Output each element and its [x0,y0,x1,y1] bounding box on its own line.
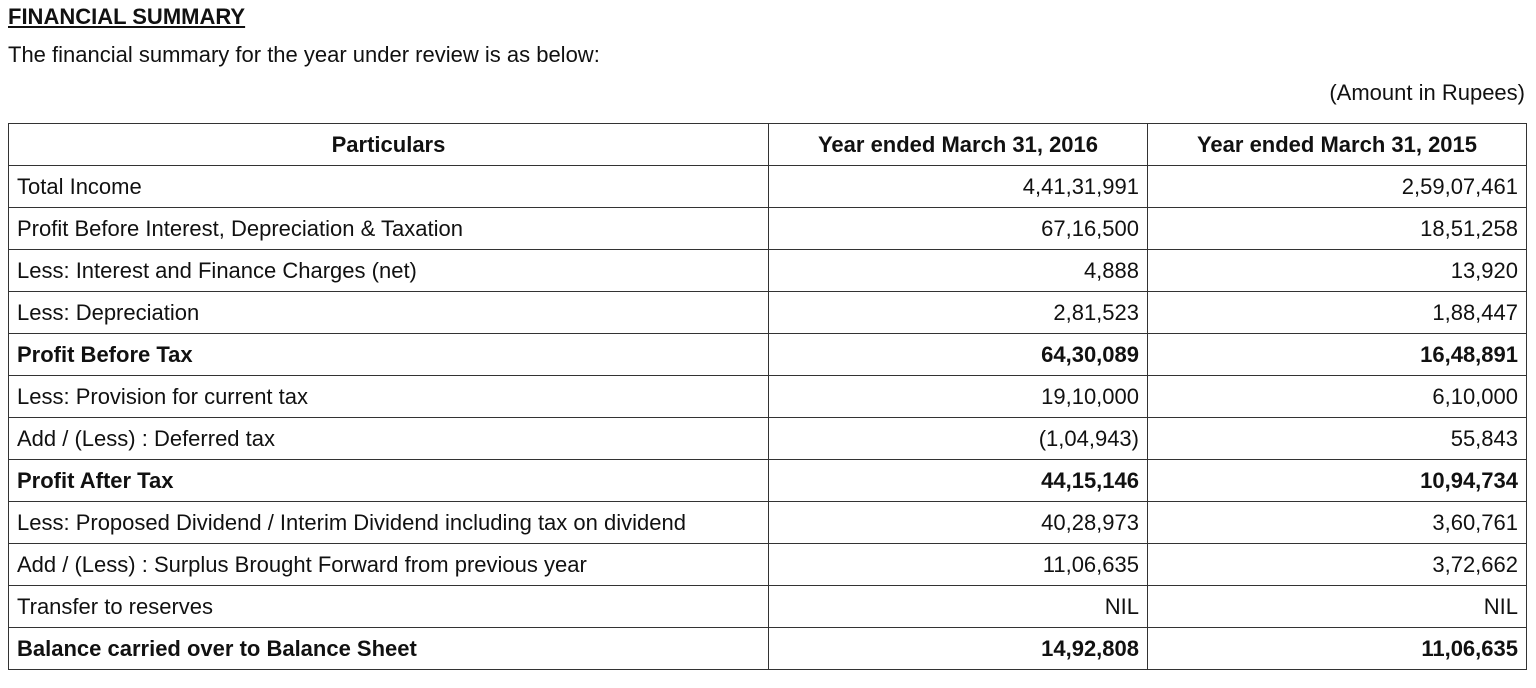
row-label: Transfer to reserves [9,586,769,628]
value-2015: 55,843 [1148,418,1527,460]
value-2016: 14,92,808 [769,628,1148,670]
table-row [9,250,1527,292]
table-row [9,628,1527,670]
value-2015: 11,06,635 [1148,628,1527,670]
financial-summary-table [8,123,1527,670]
value-2016: 64,30,089 [769,334,1148,376]
table-row [9,166,1527,208]
row-label: Less: Provision for current tax [9,376,769,418]
table-row [9,418,1527,460]
value-2015: NIL [1148,586,1527,628]
header-particulars: Particulars [9,124,769,166]
table-row [9,334,1527,376]
row-label: Add / (Less) : Surplus Brought Forward from previous year [9,544,769,586]
table-header-row [9,124,1527,166]
table-row [9,460,1527,502]
value-2015: 2,59,07,461 [1148,166,1527,208]
row-label: Less: Proposed Dividend / Interim Dividend including tax on dividend [9,502,769,544]
value-2016: 4,41,31,991 [769,166,1148,208]
row-label: Balance carried over to Balance Sheet [9,628,769,670]
table-body [9,166,1527,670]
row-label: Add / (Less) : Deferred tax [9,418,769,460]
value-2016: NIL [769,586,1148,628]
value-2015: 16,48,891 [1148,334,1527,376]
section-heading: FINANCIAL SUMMARY [8,4,246,29]
value-2016: 44,15,146 [769,460,1148,502]
value-2016: 2,81,523 [769,292,1148,334]
value-2016: 4,888 [769,250,1148,292]
intro-text: The financial summary for the year under review is as below: [8,42,600,67]
table-row [9,586,1527,628]
table-row [9,502,1527,544]
value-2016: 11,06,635 [769,544,1148,586]
row-label: Profit Before Interest, Depreciation & Taxation [9,208,769,250]
value-2016: 19,10,000 [769,376,1148,418]
value-2015: 3,72,662 [1148,544,1527,586]
value-2016: (1,04,943) [769,418,1148,460]
value-2015: 3,60,761 [1148,502,1527,544]
value-2015: 6,10,000 [1148,376,1527,418]
row-label: Profit After Tax [9,460,769,502]
value-2015: 10,94,734 [1148,460,1527,502]
row-label: Less: Depreciation [9,292,769,334]
row-label: Profit Before Tax [9,334,769,376]
table-row [9,376,1527,418]
value-2015: 1,88,447 [1148,292,1527,334]
table-row [9,292,1527,334]
row-label: Total Income [9,166,769,208]
value-2016: 40,28,973 [769,502,1148,544]
amount-unit-note: (Amount in Rupees) [1329,80,1525,105]
value-2016: 67,16,500 [769,208,1148,250]
value-2015: 18,51,258 [1148,208,1527,250]
table-row [9,544,1527,586]
header-year-2015: Year ended March 31, 2015 [1148,124,1527,166]
value-2015: 13,920 [1148,250,1527,292]
row-label: Less: Interest and Finance Charges (net) [9,250,769,292]
header-year-2016: Year ended March 31, 2016 [769,124,1148,166]
table-row [9,208,1527,250]
